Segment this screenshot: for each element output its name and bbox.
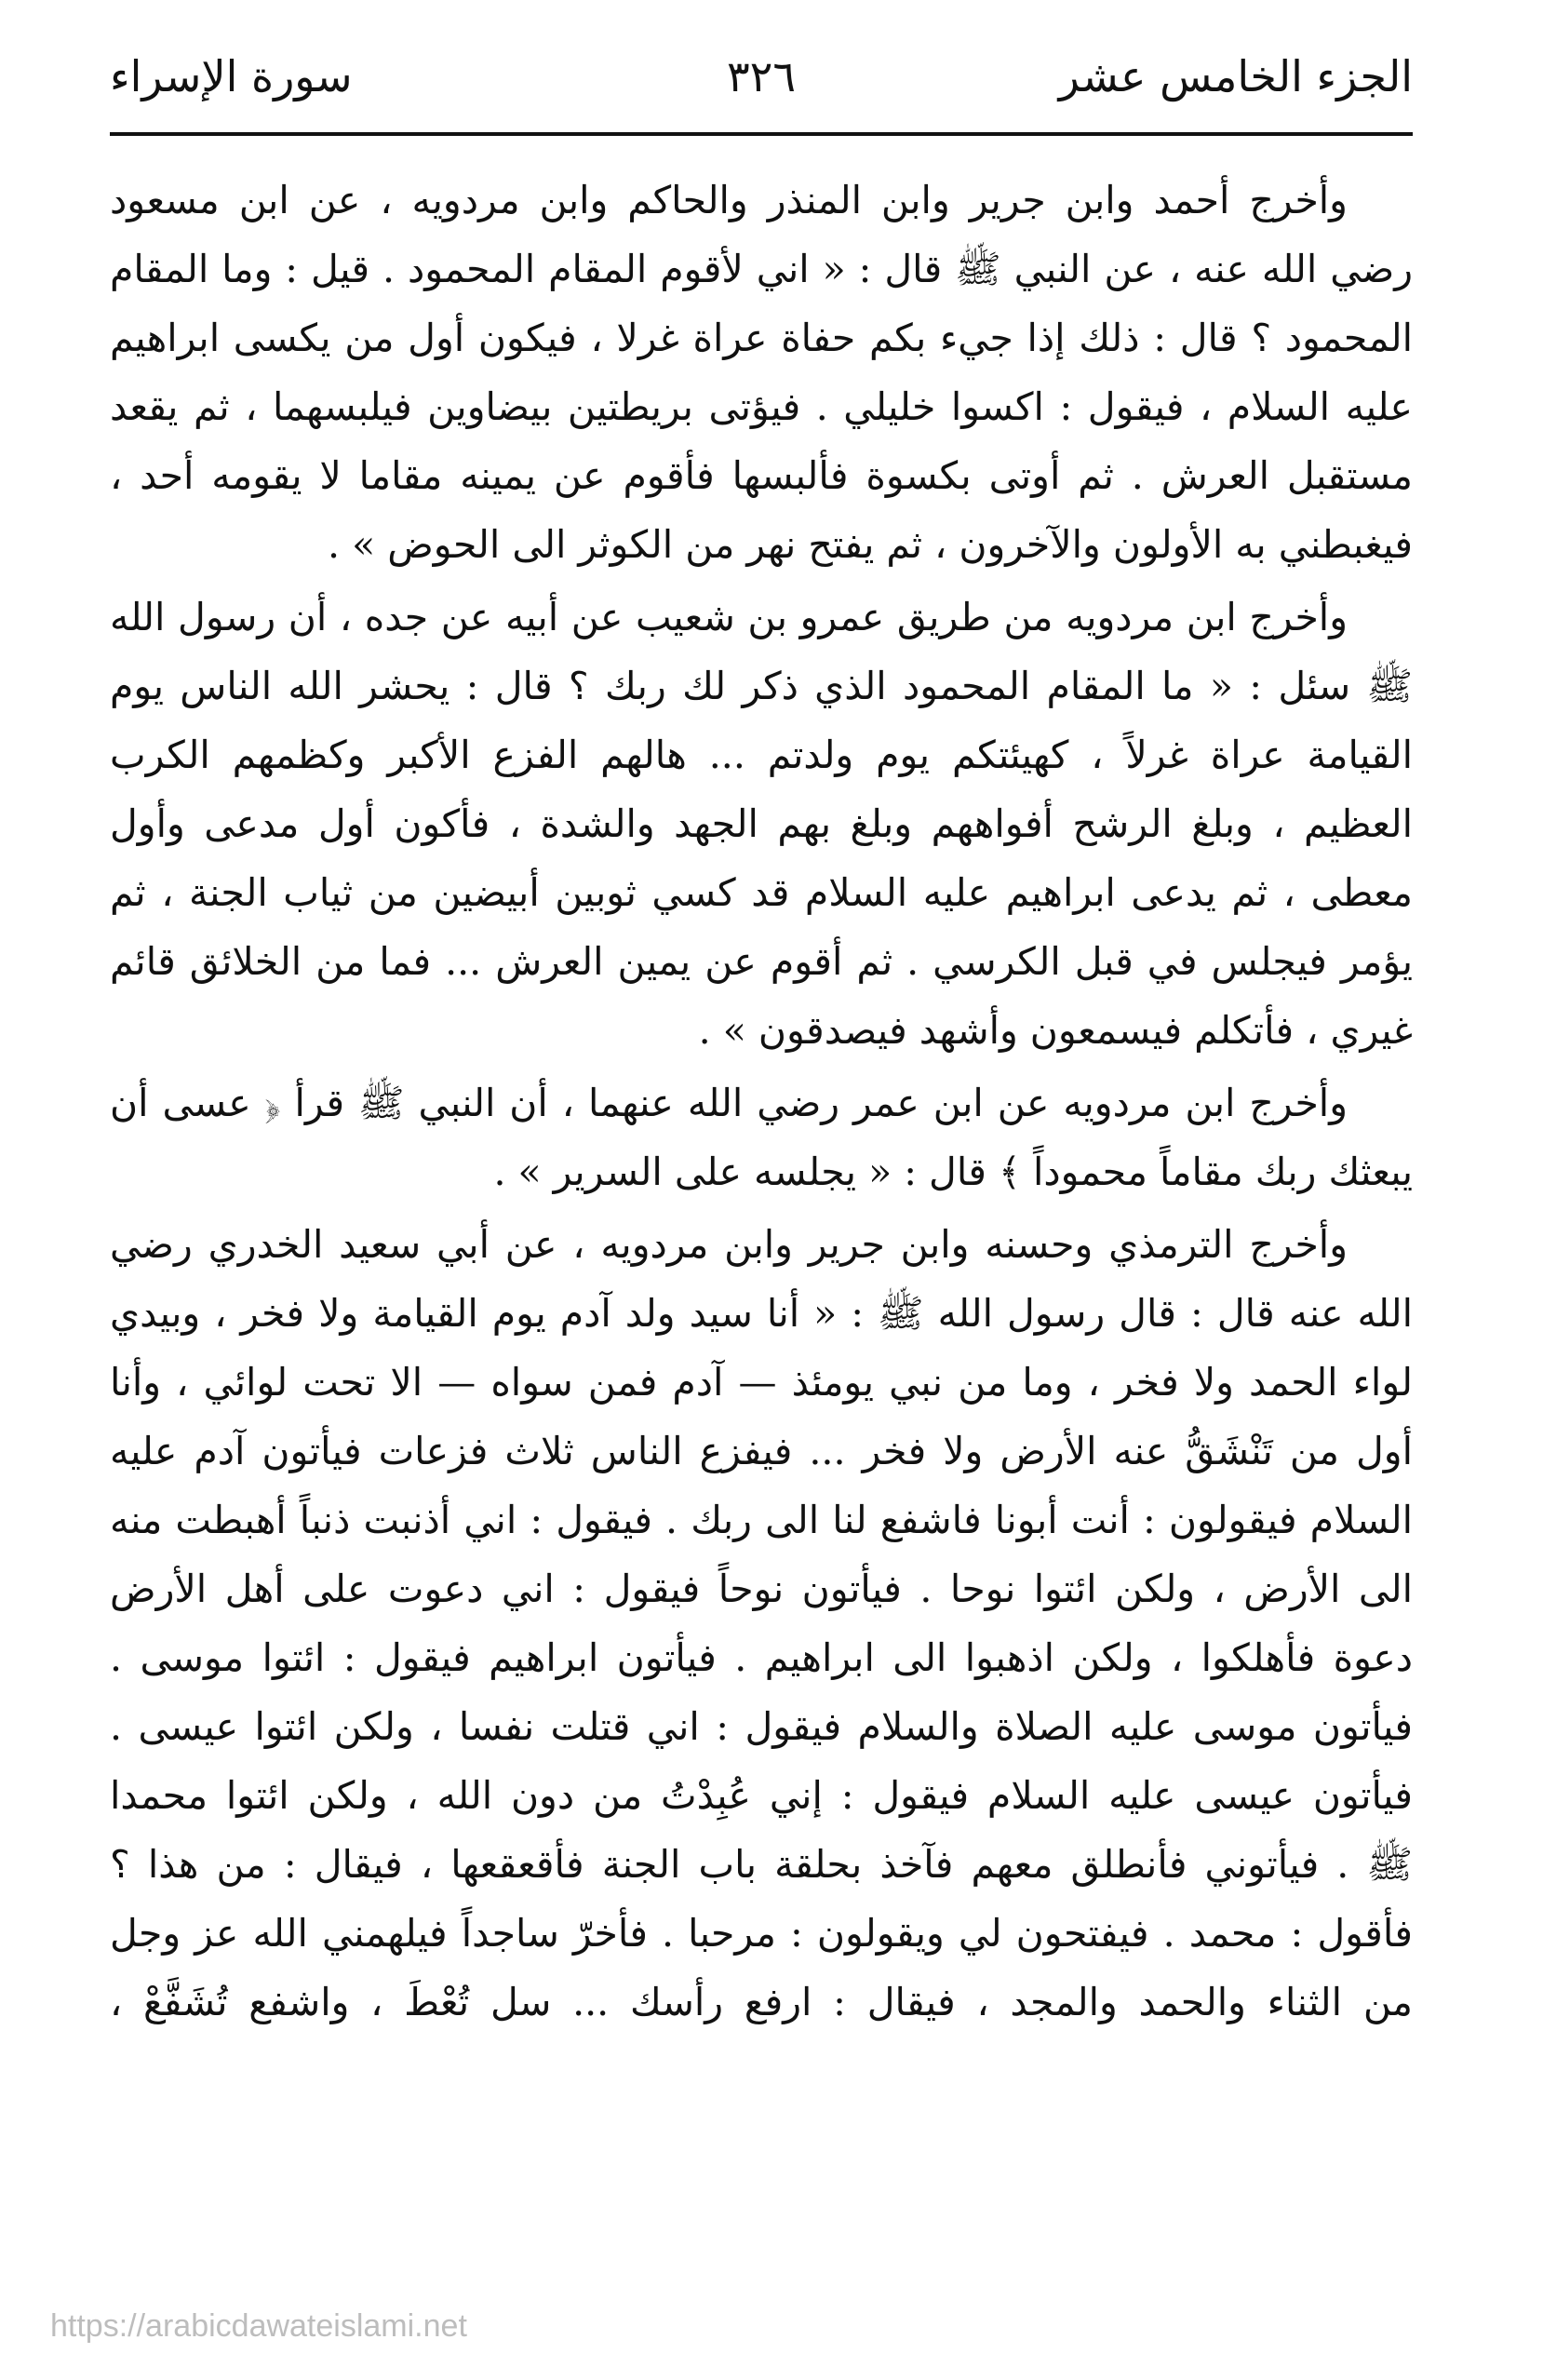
- text-line: الى الأرض ، ولكن ائتوا نوحا . فيأتون نوحاً فيقول : اني دعوت على أهل الأرض: [110, 1566, 1413, 1611]
- text-line: فيغبطني به الأولون والآخرون ، ثم يفتح نهر من الكوثر الى الحوض » .: [328, 522, 1413, 567]
- text-line: ﷺ سئل : « ما المقام المحمود الذي ذكر لك ربك ؟ قال : يحشر الله الناس يوم: [110, 664, 1413, 708]
- header-rule: [110, 132, 1413, 136]
- text-line: عليه السلام ، فيقول : اكسوا خليلي . فيؤتى بريطتين بيضاوين فيلبسهما ، ثم يقعد: [110, 384, 1413, 429]
- page-header: [110, 39, 1413, 114]
- paragraph: [110, 1210, 1413, 2037]
- text-line: معطى ، ثم يدعى ابراهيم عليه السلام قد كسي ثوبين أبيضين من ثياب الجنة ، ثم: [110, 870, 1413, 915]
- text-line: وأخرج أحمد وابن جرير وابن المنذر والحاكم وابن مردويه ، عن ابن مسعود: [110, 178, 1348, 222]
- text-line: أول من تَنْشَقُّ عنه الأرض ولا فخر ... فيفزع الناس ثلاث فزعات فيأتون آدم عليه: [110, 1429, 1413, 1473]
- text-line: فيأتون موسى عليه الصلاة والسلام فيقول : اني قتلت نفسا ، ولكن ائتوا عيسى .: [110, 1704, 1413, 1749]
- text-line: من الثناء والحمد والمجد ، فيقال : ارفع رأسك ... سل تُعْطَ ، واشفع تُشَفَّعْ ،: [110, 1980, 1413, 2024]
- text-line: وأخرج ابن مردويه من طريق عمرو بن شعيب عن أبيه عن جده ، أن رسول الله: [110, 595, 1348, 639]
- text-line: القيامة عراة غرلاً ، كهيئتكم يوم ولدتم ... هالهم الفزع الأكبر وكظمهم الكرب: [110, 733, 1413, 777]
- page-number: ٣٢٦: [726, 51, 797, 101]
- text-line: العظيم ، وبلغ الرشح أفواههم وبلغ بهم الجهد والشدة ، فأكون أول مدعى وأول: [110, 801, 1413, 846]
- text-line: يؤمر فيجلس في قبل الكرسي . ثم أقوم عن يمين العرش ... فما من الخلائق قائم: [110, 939, 1413, 984]
- text-line: وأخرج الترمذي وحسنه وابن جرير وابن مردويه ، عن أبي سعيد الخدري رضي: [110, 1222, 1348, 1267]
- text-line: دعوة فأهلكوا ، ولكن اذهبوا الى ابراهيم . فيأتون ابراهيم فيقول : ائتوا موسى .: [110, 1635, 1413, 1680]
- part-title: الجزء الخامس عشر: [1058, 51, 1413, 101]
- text-line: الله عنه قال : قال رسول الله ﷺ : « أنا سيد ولد آدم يوم القيامة ولا فخر ، وبيدي: [110, 1291, 1413, 1336]
- text-line: فأقول : محمد . فيفتحون لي ويقولون : مرحبا . فأخرّ ساجداً فيلهمني الله عز وجل: [110, 1911, 1413, 1956]
- page-body: [110, 166, 1413, 2037]
- text-line: المحمود ؟ قال : ذلك إذا جيء بكم حفاة عراة غرلا ، فيكون أول من يكسى ابراهيم: [110, 316, 1413, 360]
- watermark-url: https://arabicdawateislami.net: [50, 2308, 467, 2344]
- text-line: مستقبل العرش . ثم أوتى بكسوة فألبسها فأقوم عن يمينه مقاما لا يقومه أحد ،: [110, 453, 1413, 498]
- text-line: ﷺ . فيأتوني فأنطلق معهم فآخذ بحلقة باب الجنة فأقعقعها ، فيقال : من هذا ؟: [110, 1842, 1413, 1887]
- paragraph: [110, 1069, 1413, 1206]
- paragraph: [110, 166, 1413, 579]
- text-line: وأخرج ابن مردويه عن ابن عمر رضي الله عنهما ، أن النبي ﷺ قرأ ﴿ عسى أن: [110, 1081, 1348, 1125]
- text-line: السلام فيقولون : أنت أبونا فاشفع لنا الى ربك . فيقول : اني أذنبت ذنباً أهبطت منه: [110, 1498, 1413, 1542]
- text-line: غيري ، فأتكلم فيسمعون وأشهد فيصدقون » .: [698, 1008, 1413, 1053]
- surah-title: سورة الإسراء: [110, 51, 353, 101]
- text-line: فيأتون عيسى عليه السلام فيقول : إني عُبِدْتُ من دون الله ، ولكن ائتوا محمدا: [110, 1773, 1413, 1818]
- text-line: رضي الله عنه ، عن النبي ﷺ قال : « اني لأقوم المقام المحمود . قيل : وما المقام: [110, 247, 1413, 291]
- text-line: لواء الحمد ولا فخر ، وما من نبي يومئذ — آدم فمن سواه — الا تحت لوائي ، وأنا: [110, 1360, 1413, 1405]
- text-line: يبعثك ربك مقاماً محموداً ﴾ قال : « يجلسه على السرير » .: [493, 1150, 1413, 1194]
- paragraph: [110, 583, 1413, 1065]
